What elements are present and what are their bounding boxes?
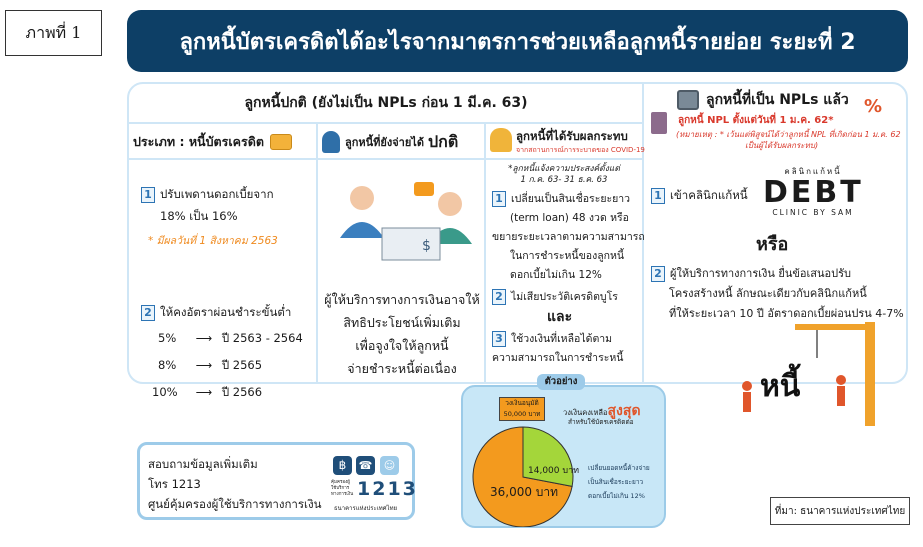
phone-icon: ☎ bbox=[356, 456, 375, 475]
col3-note bbox=[488, 164, 640, 186]
col2-text-line: จ่ายชำระหนี้ต่อเนื่อง bbox=[347, 361, 457, 376]
smile-icon: ☺ bbox=[380, 456, 399, 475]
brand-small: คุ้มครองผู้ใช้บริการทางการเงิน bbox=[331, 480, 354, 497]
convert-text bbox=[588, 461, 650, 503]
rate-row bbox=[152, 383, 302, 402]
person-head bbox=[438, 192, 462, 216]
divider-colhead bbox=[129, 158, 642, 160]
limit-label: วงเงินอนุมัติ bbox=[505, 399, 539, 407]
number-badge: 3 bbox=[492, 331, 506, 347]
col3-head-sub: จากสถานการณ์การระบาดของ COVID-19 bbox=[516, 146, 645, 154]
col1-item2 bbox=[141, 303, 291, 322]
clinic-logo-word: DEBT bbox=[763, 175, 864, 210]
shop-icon bbox=[651, 112, 667, 134]
limit-value: 50,000 บาท bbox=[503, 410, 541, 418]
col2-text-line: เพื่อจูงใจให้ลูกหนี้ bbox=[355, 338, 449, 353]
clinic-sub-label: CLINIC BY SAM bbox=[772, 208, 854, 217]
worker-icon bbox=[742, 381, 752, 391]
col3-head: ลูกหนี้ที่ได้รับผลกระทบ bbox=[516, 129, 628, 143]
dollar-icon: $ bbox=[422, 238, 431, 254]
divider-col1 bbox=[316, 124, 318, 382]
rate-year: ปี 2563 - 2564 bbox=[221, 331, 303, 345]
rate-arrow: ⟶ bbox=[195, 358, 213, 372]
worker-body bbox=[743, 392, 751, 412]
pie-label-orange: 36,000 บาท bbox=[490, 485, 559, 499]
number-badge: 2 bbox=[651, 266, 665, 282]
limit-box bbox=[499, 397, 545, 421]
max-sub: สำหรับใช้บัตรเครดิตต่อ bbox=[568, 418, 634, 426]
convert-line: เป็นสินเชื่อระยะยาว bbox=[588, 478, 644, 486]
percent-icon: % bbox=[864, 96, 883, 117]
or-label: หรือ bbox=[756, 234, 789, 255]
contact-line: สอบถามข้อมูลเพิ่มเติม bbox=[148, 457, 258, 471]
pie-label-green: 14,000 บาท bbox=[528, 466, 580, 476]
col3-item1-line: ขยายระยะเวลาตามความสามารถ bbox=[492, 231, 645, 243]
divider-col2 bbox=[484, 124, 486, 382]
page-title: ลูกหนี้บัตรเครดิตได้อะไรจากมาตรการช่วยเหลือลูกหนี้รายย่อย ระยะที่ 2 bbox=[127, 10, 908, 72]
number-badge: 1 bbox=[651, 188, 665, 204]
people-illustration bbox=[322, 168, 482, 273]
and-label: และ bbox=[547, 309, 573, 325]
rate-pct: 10% bbox=[152, 385, 178, 399]
rate-arrow: ⟶ bbox=[195, 331, 213, 345]
number-badge: 2 bbox=[492, 289, 506, 305]
worker-body bbox=[837, 386, 845, 406]
divider-header bbox=[129, 122, 642, 124]
col3-note-line: *ลูกหนี้แจ้งความประสงค์ตั้งแต่ bbox=[508, 164, 620, 174]
number-badge: 2 bbox=[141, 305, 155, 321]
npl-item2 bbox=[651, 264, 904, 324]
npl-sub: ลูกหนี้ NPL ตั้งแต่วันที่ 1 ม.ค. 62* bbox=[678, 115, 834, 126]
person-head bbox=[350, 186, 374, 210]
max-emph: สูงสุด bbox=[607, 403, 641, 419]
hotline-number: 1213 bbox=[357, 478, 418, 500]
col3-item3 bbox=[492, 330, 623, 368]
contact-line: ศูนย์คุ้มครองผู้ใช้บริการทางการเงิน bbox=[148, 497, 322, 511]
col3-item2 bbox=[492, 288, 618, 305]
rate-row bbox=[158, 356, 308, 375]
contact-text bbox=[148, 454, 321, 514]
pie-slice-green bbox=[523, 427, 573, 486]
col2-text-line: ผู้ให้บริการทางการเงินอาจให้ bbox=[324, 292, 480, 307]
convert-line: เปลี่ยนยอดหนี้ค้างจ่าย bbox=[588, 464, 650, 472]
worker-icon bbox=[836, 375, 846, 385]
baht-icon: ฿ bbox=[333, 456, 352, 475]
rate-arrow: ⟶ bbox=[195, 385, 213, 399]
col3-item3-line: ความสามารถในการชำระหนี้ bbox=[492, 352, 624, 364]
col3-item1-line: ในการชำระหนี้ของลูกหนี้ bbox=[510, 250, 625, 262]
col1-head bbox=[133, 126, 313, 158]
virus-head-icon bbox=[490, 128, 512, 152]
col2-head-prefix: ลูกหนี้ที่ยังจ่ายได้ bbox=[345, 136, 424, 149]
npl-item2-line: ที่ให้ระยะเวลา 10 ปี อัตราดอกเบี้ยผ่อนปรน 4-7% bbox=[669, 307, 904, 320]
col3-note-line: 1 ก.ค. 63- 31 ธ.ค. 63 bbox=[520, 175, 608, 185]
col1-item1-line2: 18% เป็น 16% bbox=[160, 209, 238, 223]
source-note: ที่มา: ธนาคารแห่งประเทศไทย bbox=[770, 497, 910, 525]
rate-pct: 5% bbox=[158, 331, 177, 345]
number-badge: 1 bbox=[492, 191, 506, 207]
clinic-logo-text bbox=[763, 175, 864, 210]
number-badge: 1 bbox=[141, 187, 155, 203]
col2-head-emph: ปกติ bbox=[427, 131, 459, 151]
col1-item1-note: * มีผลวันที่ 1 สิงหาคม 2563 bbox=[148, 235, 278, 247]
debt-clinic-logo bbox=[763, 165, 863, 217]
example-tag: ตัวอย่าง bbox=[537, 374, 585, 390]
col2-text bbox=[322, 288, 482, 380]
npl-remark-1: (หมายเหตุ : * เว้นแต่พิสูจน์ได้ว่าลูกหนี้ NPL ที่เกิดก่อน 1 ม.ค. 62 bbox=[676, 130, 901, 139]
col3-item2-label: ไม่เสียประวัติเครดิตบูโร bbox=[511, 291, 618, 303]
person-body bbox=[340, 222, 384, 238]
normal-debtor-header: ลูกหนี้ปกติ (ยังไม่เป็น NPLs ก่อน 1 มี.ค. 63) bbox=[244, 95, 528, 111]
col1-item2-label: ให้คงอัตราผ่อนชำระขั้นต่ำ bbox=[160, 305, 292, 319]
col3-item3-line: ใช้วงเงินที่เหลือได้ตาม bbox=[511, 333, 613, 345]
convert-line: ดอกเบี้ยไม่เกิน 12% bbox=[588, 492, 645, 500]
col1-item1-line1: ปรับเพดานดอกเบี้ยจาก bbox=[160, 187, 274, 201]
col2-text-line: สิทธิประโยชน์เพิ่มเติม bbox=[343, 315, 461, 330]
npl-item1-label: เข้าคลินิกแก้หนี้ bbox=[670, 188, 748, 202]
col3-item1-line: (term loan) 48 งวด หรือ bbox=[510, 212, 629, 224]
npl-item1 bbox=[651, 186, 748, 205]
col1-item1 bbox=[141, 185, 274, 204]
contact-phone: โทร 1213 bbox=[148, 477, 201, 491]
speech-bubble bbox=[414, 182, 434, 196]
figure-label: ภาพที่ 1 bbox=[5, 10, 102, 56]
credit-card-icon bbox=[270, 134, 292, 150]
col2-head bbox=[322, 126, 482, 158]
crane-mast bbox=[865, 322, 875, 426]
clinic-thai-label: คลินิกแก้หนี้ bbox=[784, 167, 842, 176]
crane-jib bbox=[795, 324, 875, 330]
col1-head-label: ประเภท : หนี้บัตรเครดิต bbox=[133, 134, 264, 149]
npl-item2-line: โครงสร้างหนี้ ลักษณะเดียวกับคลินิกแก้หนี้ bbox=[669, 287, 867, 300]
col3-item1 bbox=[492, 190, 645, 285]
npl-item2-line: ผู้ให้บริการทางการเงิน ยื่นข้อเสนอปรับ bbox=[670, 267, 851, 280]
rate-pct: 8% bbox=[158, 358, 177, 372]
npl-header: ลูกหนี้ที่เป็น NPLs แล้ว bbox=[706, 92, 849, 108]
rate-year: ปี 2566 bbox=[221, 385, 263, 399]
rate-row bbox=[158, 329, 308, 348]
safe-icon bbox=[677, 90, 699, 110]
col3-item1-line: ดอกเบี้ยไม่เกิน 12% bbox=[510, 269, 602, 281]
max-prefix: วงเงินคงเหลือ bbox=[563, 408, 608, 417]
rate-year: ปี 2565 bbox=[221, 358, 263, 372]
cheque bbox=[382, 228, 440, 260]
npl-remark-2: เป็นผู้ได้รับผลกระทบ) bbox=[745, 141, 819, 150]
coin-head-icon bbox=[322, 131, 340, 153]
col3-item1-line: เปลี่ยนเป็นสินเชื่อระยะยาว bbox=[511, 193, 631, 205]
brand-sub: ธนาคารแห่งประเทศไทย bbox=[334, 505, 398, 512]
debt-word: หนี้ bbox=[760, 369, 801, 404]
